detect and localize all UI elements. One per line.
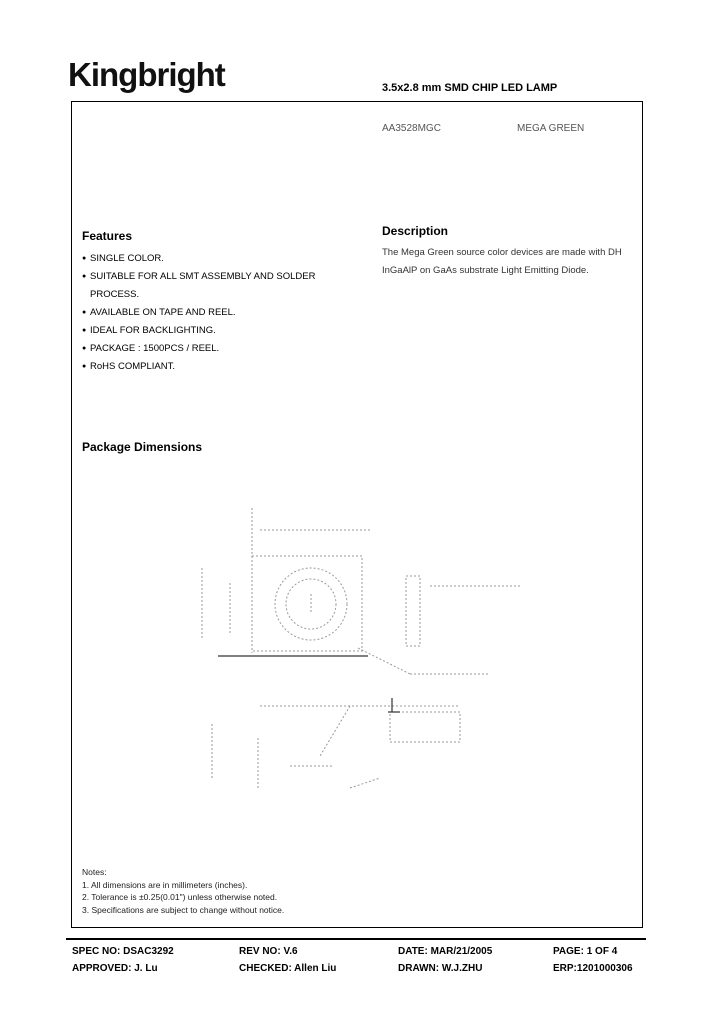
feature-text: AVAILABLE ON TAPE AND REEL. (90, 307, 236, 318)
document-date: DATE: MAR/21/2005 (398, 946, 493, 957)
features-list (82, 250, 315, 376)
drawn-by: DRAWN: W.J.ZHU (398, 963, 483, 974)
checked-by: CHECKED: Allen Liu (239, 963, 337, 974)
bullet-icon: ● (82, 327, 87, 334)
document-title: 3.5x2.8 mm SMD CHIP LED LAMP (382, 82, 558, 94)
feature-text: RoHS COMPLIANT. (90, 361, 175, 372)
notes-block (82, 866, 284, 916)
page-number: PAGE: 1 OF 4 (553, 946, 618, 957)
footer-divider (66, 938, 646, 940)
feature-item-continued (82, 286, 315, 304)
feature-item (82, 358, 315, 376)
package-dimension-drawing (190, 488, 530, 818)
note-item: 2. Tolerance is ±0.25(0.01") unless otherwise noted. (82, 892, 278, 902)
bullet-icon: ● (82, 273, 87, 280)
revision-number: REV NO: V.6 (239, 946, 298, 957)
bullet-icon: ● (82, 363, 87, 370)
bullet-icon: ● (82, 345, 87, 352)
description-line: InGaAlP on GaAs substrate Light Emitting Diode. (382, 265, 589, 276)
feature-text: PACKAGE : 1500PCS / REEL. (90, 343, 220, 354)
feature-item (82, 322, 315, 340)
erp-number: ERP:1201000306 (553, 963, 633, 974)
brand-logo: Kingbright (68, 56, 225, 93)
note-item: 1. All dimensions are in millimeters (inches). (82, 879, 248, 890)
spec-number: SPEC NO: DSAC3292 (72, 946, 174, 957)
description-text (382, 244, 637, 280)
notes-title: Notes: (82, 867, 107, 877)
approved-by: APPROVED: J. Lu (72, 963, 158, 974)
feature-text: SUITABLE FOR ALL SMT ASSEMBLY AND SOLDER (90, 271, 316, 282)
description-heading: Description (382, 224, 449, 238)
bullet-icon: ● (82, 255, 87, 262)
package-dimensions-heading: Package Dimensions (82, 440, 203, 454)
feature-item (82, 268, 315, 286)
feature-text: IDEAL FOR BACKLIGHTING. (90, 325, 216, 336)
feature-item (82, 304, 315, 322)
note-item: 3. Specifications are subject to change without notice. (82, 904, 285, 915)
part-number: AA3528MGC (382, 123, 441, 134)
feature-text: SINGLE COLOR. (90, 253, 164, 264)
feature-item (82, 250, 315, 268)
features-heading: Features (82, 229, 133, 243)
description-line: The Mega Green source color devices are made with DH (382, 247, 622, 258)
bullet-icon: ● (82, 309, 87, 316)
feature-item (82, 340, 315, 358)
part-color: MEGA GREEN (517, 123, 585, 134)
feature-text: PROCESS. (90, 289, 140, 300)
